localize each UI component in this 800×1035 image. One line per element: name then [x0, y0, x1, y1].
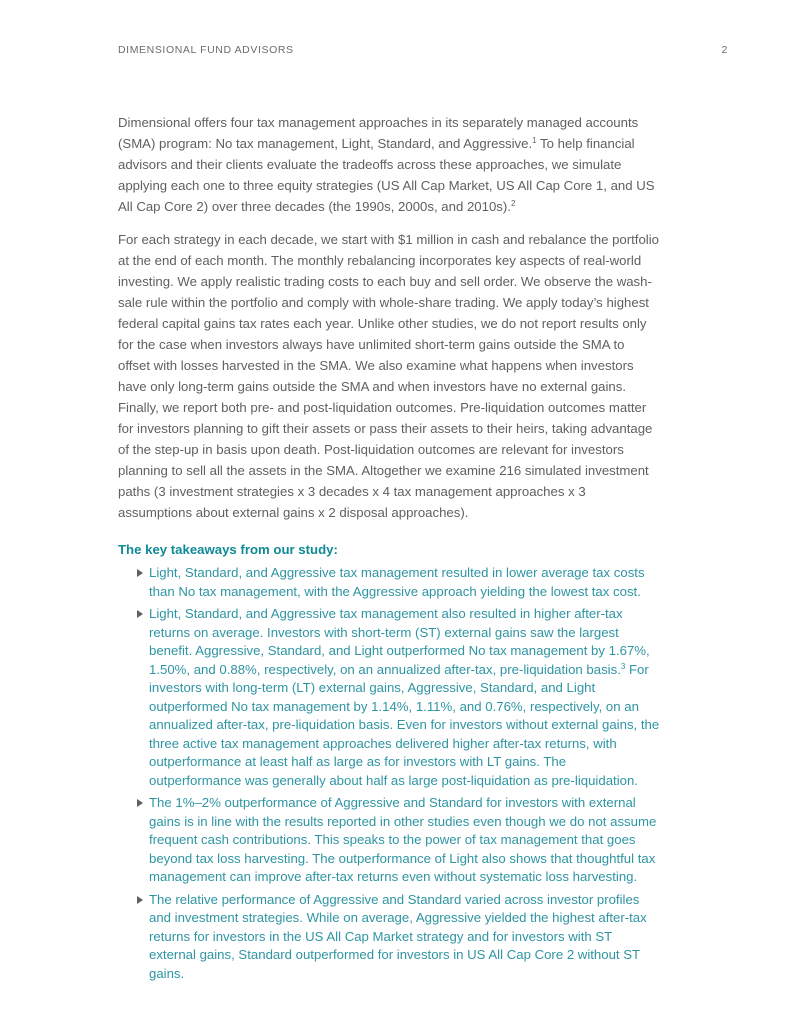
page-header: [118, 44, 728, 60]
takeaways-list: [118, 564, 660, 983]
footnote-ref-1[interactable]: 1: [532, 136, 537, 145]
takeaway-item: The relative performance of Aggressive and Standard varied across investor profiles and investment strategies. While on average, Aggressive yielded the highest after-tax returns for investors in the US All Cap Market strategy and for investors with ST external gains, Standard outperformed for investors in US All Cap Core 2 without ST gains.: [149, 891, 660, 984]
triangle-bullet-icon: [137, 896, 143, 904]
footnote-ref-2[interactable]: 2: [510, 199, 516, 208]
company-name: DIMENSIONAL FUND ADVISORS: [118, 44, 294, 56]
page-number: 2: [721, 44, 728, 56]
intro-paragraph: Dimensional offers four tax management approaches in its separately managed accounts (SMA) program: No tax management, Light, Standard, and Aggressive.$^1$ To help financial advisors and their clients evaluate the tradeoffs across these approaches, we simulate applying each one to three equity strategies (US All Cap Market, US All Cap Core 1, and US All Cap Core 2) over three decades (the 1990s, 2000s, and 2010s).$^2$: [118, 115, 655, 214]
takeaways-heading: The key takeaways from our study:: [118, 542, 338, 557]
triangle-bullet-icon: [137, 610, 143, 618]
takeaway-item: The 1%–2% outperformance of Aggressive and Standard for investors with external gains is in line with the results reported in other studies even though we do not assume frequent cash contributions. This speaks to the power of tax management that goes beyond tax loss harvesting. The outperformance of Light also shows that thoughtful tax management can improve after-tax returns even without systematic loss harvesting.: [149, 794, 660, 887]
document-body: [118, 112, 660, 987]
methodology-paragraph: For each strategy in each decade, we start with $1 million in cash and rebalance the portfolio at the end of each month. The monthly rebalancing incorporates key aspects of real-world investing. We apply realistic trading costs to each buy and sell order. We observe the wash-sale rule within the portfolio and comply with whole-share trading. We apply today’s highest federal capital gains tax rates each year. Unlike other studies, we do not report results only for the case when investors always have unlimited short-term gains outside the SMA to offset with losses harvested in the SMA. We also examine what happens when investors have only long-term gains outside the SMA and when investors have no external gains. Finally, we report both pre- and post-liquidation outcomes. Pre-liquidation outcomes matter for investors planning to gift their assets or pass their assets to their heirs, taking advantage of the step-up in basis upon death. Post-liquidation outcomes are relevant for investors planning to sell all the assets in the SMA. Altogether we examine 216 simulated investment paths (3 investment strategies x 3 decades x 4 tax management approaches x 3 assumptions about external gains x 2 disposal approaches).: [118, 232, 659, 520]
triangle-bullet-icon: [137, 799, 143, 807]
footnote-ref-3[interactable]: 3: [620, 661, 626, 671]
takeaway-item: Light, Standard, and Aggressive tax management also resulted in higher after-tax returns on average. Investors with short-term (ST) external gains saw the largest benefit. Aggressive, Standard, and Light outperformed No tax management by 1.67%, 1.50%, and 0.88%, respectively, on an annualized after-tax, pre-liquidation basis.$^3$ For investors with long-term (LT) external gains, Aggressive, Standard, and Light outperformed No tax management by 1.14%, 1.11%, and 0.76%, respectively, on an annualized after-tax, pre-liquidation basis. Even for investors without external gains, the three active tax management approaches delivered higher after-tax returns, with outperformance at least half as large as for investors with LT gains. The outperformance was generally about half as large post-liquidation as pre-liquidation.: [149, 605, 660, 790]
takeaway-item: Light, Standard, and Aggressive tax management resulted in lower average tax costs than No tax management, with the Aggressive approach yielding the lowest tax cost.: [149, 564, 660, 601]
triangle-bullet-icon: [137, 569, 143, 577]
